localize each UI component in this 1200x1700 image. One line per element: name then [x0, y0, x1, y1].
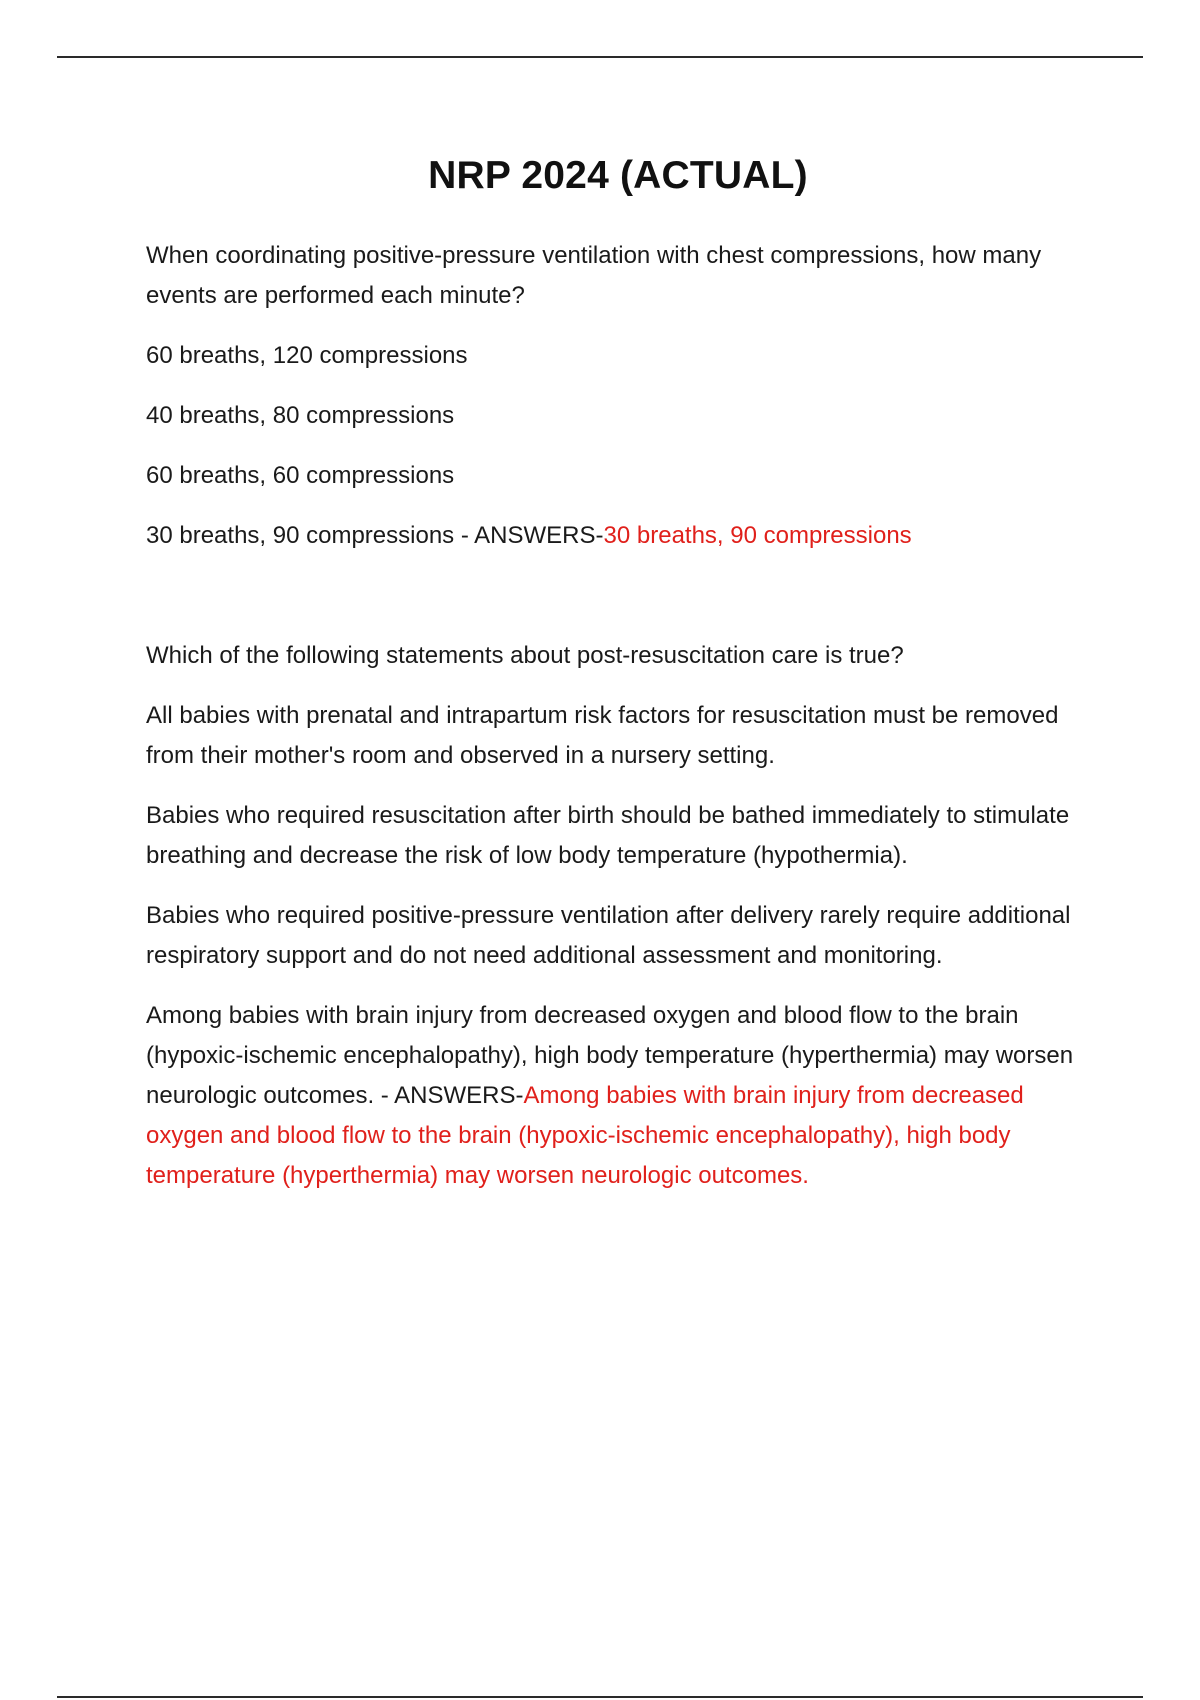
answer-option: Babies who required resuscitation after birth should be bathed immediately to stimulate breathing and decrease the risk of low body temperature (hypothermia). [146, 802, 1070, 869]
question-block-2 [146, 636, 1090, 1196]
document-title: NRP 2024 (ACTUAL) [428, 154, 808, 197]
answer-option: 60 breaths, 120 compressions [146, 342, 468, 369]
answer-option: 30 breaths, 90 compressions [146, 522, 455, 549]
answer-option: 60 breaths, 60 compressions [146, 462, 455, 489]
question-block-1 [146, 236, 1090, 556]
bottom-divider [57, 1696, 1143, 1698]
answer-option-with-answer [146, 516, 1090, 556]
top-divider [57, 56, 1143, 58]
answer-option: Among babies with brain injury from decreased oxygen and blood flow to the brain (hypoxic-ischemic encephalopathy), high body temperature (hyperthermia) may worsen neurologic outcomes. [146, 1002, 1074, 1109]
answers-label: - ANSWERS- [374, 1082, 524, 1109]
correct-answer: Among babies with brain injury from decreased oxygen and blood flow to the brain (hypoxic-ischemic encephalopathy), high body temperature (hyperthermia) may worsen neurologic outcomes. [146, 1082, 1024, 1189]
question-text: Which of the following statements about post-resuscitation care is true? [146, 642, 904, 669]
answer-option: 40 breaths, 80 compressions [146, 402, 455, 429]
question-text: When coordinating positive-pressure ventilation with chest compressions, how many events are performed each minute? [146, 242, 1042, 309]
document-body [146, 150, 1090, 1216]
answers-label: - ANSWERS- [454, 522, 604, 549]
correct-answer: 30 breaths, 90 compressions [603, 522, 912, 549]
answer-option: All babies with prenatal and intrapartum risk factors for resuscitation must be removed from their mother's room and observed in a nursery setting. [146, 702, 1059, 769]
answer-option: Babies who required positive-pressure ventilation after delivery rarely require additional respiratory support and do not need additional assessment and monitoring. [146, 902, 1071, 969]
answer-option-with-answer [146, 996, 1090, 1196]
